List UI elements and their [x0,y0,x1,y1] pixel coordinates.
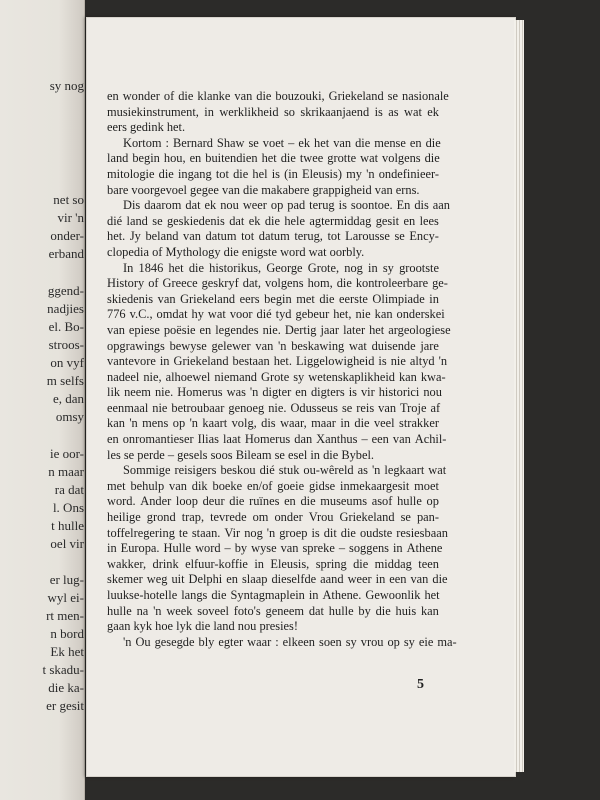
text-line: gaan kyk hoe lyk die land nou presies! [107,619,298,634]
text-line: History of Greece geskryf dat, volgens hom, die kontroleerbare ge- [107,276,448,291]
left-page-fragment: t skadu- [42,662,84,677]
left-page-fragment: die ka- [48,680,84,695]
left-page [0,0,85,800]
left-page-fragment: sy nog [49,78,84,93]
text-line: het. Jy beland van datum tot datum terug, tot Larousse se Ency- [107,229,439,244]
text-line: clopedia of Mythology die enigste word wat oorbly. [107,244,365,259]
left-page-fragment: n maar [48,464,84,479]
text-line: lik neem nie. Homerus was 'n digter en digters is vir historici nou [107,385,442,400]
left-page-fragment: er gesit [46,698,84,713]
text-line: en onromantieser Ilias laat Homerus dan Xanthus – een van Achil- [107,432,447,447]
left-page-fragment: m selfs [46,373,84,388]
left-page-fragment: wyl ei- [47,590,84,605]
text-line: In 1846 het die historikus, George Grote, nog in sy grootste [123,260,439,275]
text-line: luukse-hotelle langs die Syntagmaplein in Athene. Gewoonlik het [107,588,440,602]
text-line: mitologie die ingang tot die hel is (in Eleusis) my 'n ondefinieer- [107,166,439,181]
text-line: skiedenis van Griekeland eers begin met die eerste Olimpiade in [107,291,439,306]
paragraph [107,260,451,464]
left-page-fragment: net so [53,192,84,207]
text-line: les se perde – gesels soos Bileam se esel in die Bybel. [107,447,375,462]
left-page-fragment: nadjies [47,301,84,316]
left-page-fragment: stroos- [48,337,84,352]
text-line: skemer weg uit Delphi en slaap dieselfde aand weer in een van die [107,572,448,587]
left-page-fragment: n bord [50,626,84,641]
text-line: kan 'n mens op 'n kaart volg, dis waar, maar in die veel strakker [107,416,439,431]
text-line: Sommige reisigers beskou dié stuk ou-wêreld as 'n legkaart wat [123,463,447,478]
left-page-fragment: ggend- [47,283,84,298]
text-line: heilige grond trap, tevrede om onder Vrou Griekeland se pan- [107,510,439,525]
text-line: eenmaal nie betroubaar genoeg nie. Odusseus se reis van Troje af [107,400,441,415]
text-line: en wonder of die klanke van die bouzouki, Griekeland se nasionale [107,89,449,103]
text-line: van epiese poësie en legendes nie. Dertig jaar later het argeologiese [107,322,451,337]
paragraph [107,198,450,260]
left-page-fragment: erband [48,246,84,261]
left-page-fragment: rt men- [46,608,84,623]
page-number: 5 [417,677,424,692]
text-line: nadeel nie, alhoewel niemand Grote sy wetenskaplikheid kan kwa- [107,369,446,384]
paragraph [107,634,457,651]
page-edges [514,20,524,772]
left-page-fragment: ra dat [54,482,84,497]
text-line: 776 v.C., omdat hy wat voor dié tyd gebeur het, nie kan onderskei [107,307,445,322]
text-line: word. Ander loop deur die ruïnes en die museums asof hulle op [107,494,439,509]
left-page-fragment: onder- [50,228,84,243]
left-page-fragment: er lug- [49,572,84,587]
left-page-fragment: t hulle [51,518,84,533]
text-line: land begin hou, en buitendien het die twee grotte wat volgens die [107,151,440,166]
left-page-fragment: omsy [55,409,84,424]
left-page-fragment: on vyf [50,355,84,370]
left-page-fragment: e, dan [52,391,84,406]
text-line: toffelregering te staan. Vir nog 'n groep is dit die oudste resiesbaan [107,525,448,540]
text-line: in Europa. Hulle word – by wyse van spreke – soggens in Athene [107,541,443,556]
text-line: 'n Ou gesegde bly egter waar : elkeen soen sy vrou op sy eie ma- [123,634,457,649]
paragraph [107,89,449,136]
text-line: Kortom : Bernard Shaw se voet – ek het van die mense en die [123,135,441,150]
text-line: Dis daarom dat ek nou weer op pad terug is soontoe. En dis aan [123,198,450,213]
paragraph [107,463,448,635]
text-line: met behulp van dik boeke en/of goeie gidse inmekaargesit moet [107,478,439,493]
left-page-fragment: Ek het [50,644,84,659]
body-text [107,89,457,650]
text-line: eers gedink het. [107,120,186,135]
text-line: hulle na 'n week soveel foto's geneem dat hulle by die huis kan [107,603,439,618]
text-line: musiekinstrument, in werklikheid so skrikaanjaend is as wat ek [107,104,439,119]
left-page-fragment: oel vir [50,536,84,551]
left-page-fragment: el. Bo- [48,319,84,334]
text-line: dié land se geskiedenis dat ek die hele agtermiddag gesit en lees [107,213,439,228]
left-page-fragment: vir 'n [57,210,84,225]
left-page-fragment: l. Ons [52,500,84,515]
text-line: vantevore in Griekeland bestaan het. Liggelowigheid is nie altyd 'n [107,354,448,369]
paragraph [107,136,439,198]
right-page [86,17,516,777]
text-line: opgrawings bewyse gelewer van 'n beskawing wat duisende jare [107,338,439,353]
text-line: wakker, drink elfuur-koffie in Eleusis, spring die middag teen [107,556,439,571]
text-line: bare voorgevoel gegee van die makabere grappigheid van erns. [107,182,420,197]
left-page-fragment: ie oor- [49,446,84,461]
